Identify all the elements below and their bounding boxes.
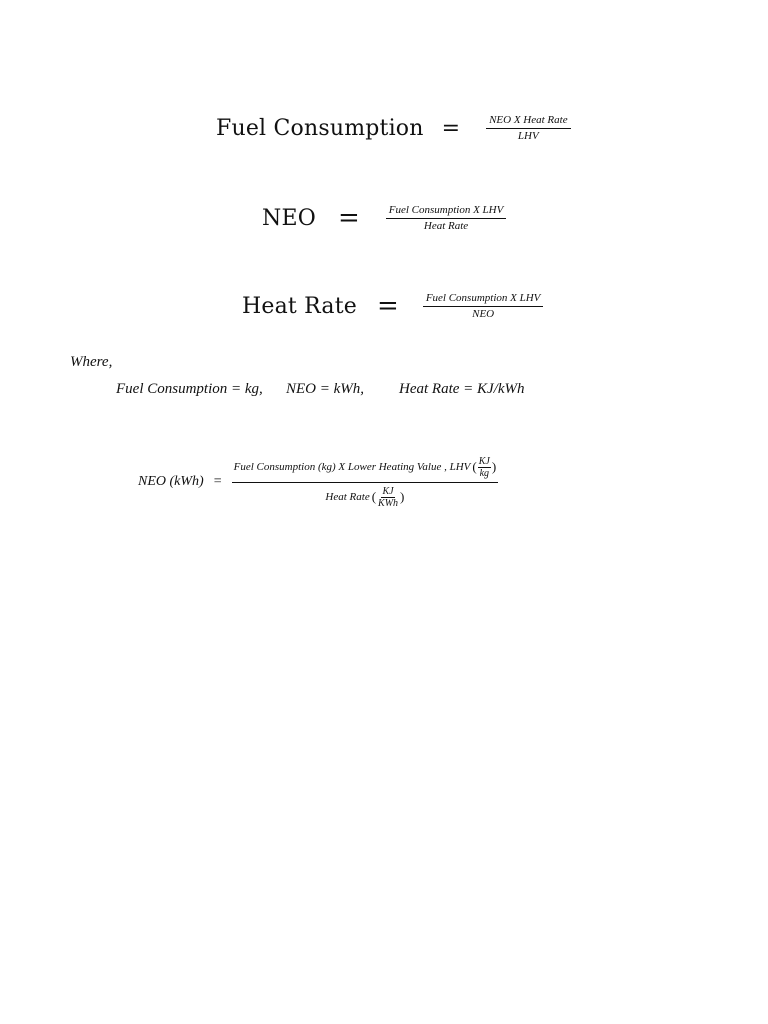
kj-per-kg-fraction [478, 456, 491, 479]
fraction-denominator: NEO [472, 307, 495, 320]
heat-rate-formula [242, 286, 543, 326]
fuel-consumption-formula [216, 108, 571, 148]
fraction-numerator: Fuel Consumption X LHV [386, 204, 507, 219]
unit-fuel-consumption: Fuel Consumption = kg, [116, 381, 263, 397]
unit-top: KJ [478, 455, 490, 467]
unit-neo: NEO = kWh, [286, 381, 365, 397]
full-fraction-denominator [325, 483, 404, 509]
unit-heat-rate: Heat Rate = KJ/kWh [399, 381, 525, 397]
heat-rate-fraction [423, 292, 544, 321]
where-label: Where, [70, 354, 113, 370]
fuel-consumption-lhs: Fuel Consumption [216, 115, 424, 141]
unit-bottom: KWh [378, 497, 399, 509]
close-paren: ) [400, 489, 405, 504]
kj-per-kwh-fraction [377, 486, 399, 509]
open-paren: ( [371, 489, 377, 504]
denominator-text: Heat Rate [325, 491, 370, 503]
fraction-numerator: NEO X Heat Rate [486, 114, 571, 129]
neo-fraction [386, 204, 507, 233]
neo-lhs: NEO [262, 205, 316, 231]
neo-full-fraction [232, 456, 499, 509]
fraction-denominator: Heat Rate [423, 219, 469, 232]
fuel-consumption-fraction [486, 114, 571, 143]
fraction-denominator: LHV [517, 129, 539, 142]
heat-rate-lhs: Heat Rate [242, 293, 358, 319]
full-fraction-numerator [232, 456, 499, 483]
equals-sign: = [377, 291, 399, 321]
numerator-text: Fuel Consumption (kg) X Lower Heating Value , LHV [233, 461, 471, 473]
neo-kwh-lhs: NEO (kWh) [138, 474, 204, 489]
unit-bottom: kg [479, 467, 490, 479]
equals-sign: = [441, 115, 461, 141]
unit-top: KJ [382, 485, 394, 497]
close-paren: ) [491, 459, 497, 474]
equals-sign: = [213, 474, 222, 489]
fraction-numerator: Fuel Consumption X LHV [423, 292, 544, 307]
equals-sign: = [337, 203, 360, 233]
neo-full-formula [138, 452, 498, 512]
open-paren: ( [472, 459, 477, 474]
neo-formula [262, 198, 506, 238]
